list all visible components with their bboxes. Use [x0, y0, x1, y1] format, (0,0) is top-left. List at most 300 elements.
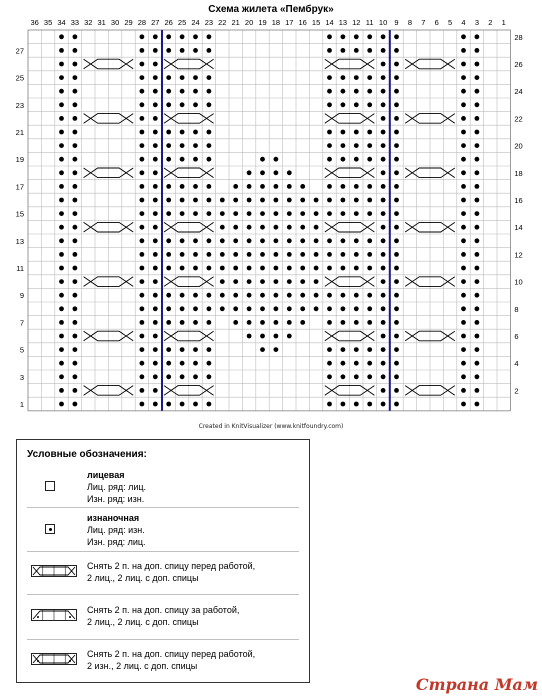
purl-dot [287, 306, 292, 311]
purl-dot [166, 102, 171, 107]
purl-dot [394, 102, 399, 107]
legend-separator [27, 551, 299, 552]
purl-dot [367, 211, 372, 216]
purl-dot [207, 211, 212, 216]
purl-dot [341, 102, 346, 107]
purl-dot [153, 116, 158, 121]
purl-dot [341, 130, 346, 135]
purl-dot [367, 266, 372, 271]
purl-dot [140, 293, 145, 298]
purl-dot [247, 266, 252, 271]
column-number: 9 [394, 18, 399, 27]
purl-dot [367, 320, 372, 325]
purl-dot [166, 361, 171, 366]
purl-dot [381, 170, 386, 175]
purl-dot [354, 89, 359, 94]
purl-dot [354, 130, 359, 135]
purl-dot [394, 361, 399, 366]
purl-dot [354, 75, 359, 80]
purl-dot [475, 334, 480, 339]
purl-dot [327, 143, 332, 148]
purl-dot [394, 184, 399, 189]
purl-dot [193, 157, 198, 162]
purl-dot [274, 211, 279, 216]
purl-dot [140, 75, 145, 80]
purl-dot [233, 279, 238, 284]
legend-heading: Условные обозначения: [27, 449, 147, 460]
purl-dot [327, 306, 332, 311]
cable-back-line-2: 2 лиц., 2 лиц. с доп. спицы [87, 617, 199, 627]
purl-dot [59, 34, 64, 39]
purl-dot [341, 402, 346, 407]
row-number-left: 19 [15, 155, 24, 165]
purl-dot [287, 184, 292, 189]
purl-dot [287, 198, 292, 203]
purl-dot [287, 320, 292, 325]
purl-dot [381, 62, 386, 67]
purl-dot [341, 320, 346, 325]
legend-separator [27, 507, 299, 508]
purl-dot [153, 361, 158, 366]
purl-dot [475, 306, 480, 311]
purl-dot [354, 211, 359, 216]
purl-dot [381, 157, 386, 162]
purl-dot [314, 306, 319, 311]
purl-dot [140, 347, 145, 352]
purl-dot [73, 347, 78, 352]
purl-dot [153, 198, 158, 203]
purl-dot [180, 306, 185, 311]
knit-line-2: Изн. ряд: изн. [87, 494, 145, 504]
purl-dot [140, 402, 145, 407]
cable-purl-icon [31, 653, 77, 665]
purl-dot [394, 293, 399, 298]
purl-dot [207, 347, 212, 352]
purl-dot [207, 75, 212, 80]
purl-dot [220, 252, 225, 257]
purl-dot [394, 143, 399, 148]
purl-dot [461, 388, 466, 393]
purl-dot [381, 402, 386, 407]
cable-purl-line-1: Снять 2 п. на доп. спицу перед работой, [87, 649, 256, 659]
purl-dot [381, 102, 386, 107]
purl-name: изнаночная [87, 513, 140, 523]
row-number-left: 13 [15, 236, 24, 246]
purl-dot [193, 306, 198, 311]
column-number: 10 [378, 18, 388, 27]
purl-dot [354, 347, 359, 352]
purl-dot [73, 306, 78, 311]
purl-dot [287, 170, 292, 175]
purl-dot [354, 102, 359, 107]
purl-dot [475, 34, 480, 39]
purl-dot [475, 184, 480, 189]
purl-dot [354, 238, 359, 243]
purl-dot [314, 225, 319, 230]
purl-dot [367, 361, 372, 366]
purl-dot [394, 306, 399, 311]
purl-dot [166, 143, 171, 148]
purl-dot [153, 62, 158, 67]
purl-dot [193, 347, 198, 352]
purl-dot [247, 238, 252, 243]
purl-dot [166, 89, 171, 94]
row-number-right: 10 [514, 277, 523, 287]
purl-dot [367, 143, 372, 148]
purl-dot [73, 34, 78, 39]
purl-dot [327, 320, 332, 325]
purl-dot [260, 252, 265, 257]
column-number: 11 [365, 18, 374, 27]
row-number-right: 2 [514, 386, 519, 396]
purl-dot [140, 388, 145, 393]
row-number-left: 11 [16, 264, 24, 273]
purl-dot [327, 238, 332, 243]
purl-dot [461, 306, 466, 311]
purl-dot [73, 252, 78, 257]
knit-name: лицевая [87, 470, 125, 480]
row-number-right: 24 [514, 87, 523, 97]
purl-dot [394, 170, 399, 175]
purl-dot [314, 266, 319, 271]
purl-dot [327, 48, 332, 53]
purl-dot [287, 293, 292, 298]
purl-dot [327, 402, 332, 407]
purl-dot [274, 347, 279, 352]
purl-dot [394, 225, 399, 230]
purl-dot [180, 266, 185, 271]
purl-dot [394, 266, 399, 271]
purl-dot [59, 143, 64, 148]
purl-dot [475, 75, 480, 80]
column-number: 31 [97, 18, 106, 27]
purl-dot [394, 116, 399, 121]
purl-dot [193, 34, 198, 39]
purl-dot [59, 48, 64, 53]
purl-dot [73, 293, 78, 298]
purl-dot [394, 334, 399, 339]
purl-dot [381, 184, 386, 189]
purl-dot [341, 347, 346, 352]
column-number: 28 [137, 18, 147, 27]
purl-dot [314, 293, 319, 298]
purl-dot [166, 34, 171, 39]
purl-dot [180, 143, 185, 148]
purl-dot [140, 102, 145, 107]
purl-dot [461, 184, 466, 189]
purl-dot [274, 238, 279, 243]
purl-dot [180, 211, 185, 216]
purl-dot [140, 266, 145, 271]
purl-dot [367, 198, 372, 203]
purl-dot [153, 334, 158, 339]
row-number-left: 17 [15, 182, 24, 192]
purl-dot [327, 198, 332, 203]
purl-dot [193, 75, 198, 80]
purl-dot [367, 238, 372, 243]
purl-dot [475, 62, 480, 67]
purl-dot [475, 402, 480, 407]
credit-line: Created in KnitVisualizer (www.knitfoundry.com) [198, 423, 344, 430]
purl-dot [233, 198, 238, 203]
purl-dot [233, 225, 238, 230]
purl-dot [300, 225, 305, 230]
purl-dot [247, 211, 252, 216]
purl-dot [354, 361, 359, 366]
purl-dot [260, 320, 265, 325]
purl-dot [180, 293, 185, 298]
column-number: 19 [258, 18, 267, 27]
purl-dot [59, 130, 64, 135]
purl-dot [207, 184, 212, 189]
purl-dot [381, 89, 386, 94]
purl-dot [260, 198, 265, 203]
purl-dot [73, 130, 78, 135]
purl-dot [341, 89, 346, 94]
purl-dot [166, 402, 171, 407]
purl-dot [461, 211, 466, 216]
purl-dot [367, 252, 372, 257]
purl-dot [153, 143, 158, 148]
purl-dot [166, 266, 171, 271]
purl-dot [73, 279, 78, 284]
purl-dot [381, 266, 386, 271]
purl-dot [247, 306, 252, 311]
column-number: 14 [325, 18, 334, 27]
purl-dot [381, 347, 386, 352]
purl-dot [59, 388, 64, 393]
purl-dot [314, 198, 319, 203]
cable-back-icon [31, 609, 77, 621]
purl-dot [381, 238, 386, 243]
purl-dot [461, 293, 466, 298]
purl-dot [166, 347, 171, 352]
purl-dot [193, 198, 198, 203]
purl-dot [207, 238, 212, 243]
purl-dot [394, 130, 399, 135]
purl-dot [180, 402, 185, 407]
purl-dot [59, 102, 64, 107]
purl-dot [193, 211, 198, 216]
purl-dot [300, 184, 305, 189]
purl-dot [367, 34, 372, 39]
purl-dot [140, 320, 145, 325]
purl-dot [193, 320, 198, 325]
purl-dot [247, 320, 252, 325]
purl-dot [381, 130, 386, 135]
purl-dot [59, 320, 64, 325]
purl-dot [207, 361, 212, 366]
purl-dot [287, 266, 292, 271]
purl-dot [153, 34, 158, 39]
purl-dot [193, 143, 198, 148]
purl-dot [260, 334, 265, 339]
purl-dot [260, 211, 265, 216]
purl-dot [367, 157, 372, 162]
purl-dot [314, 279, 319, 284]
purl-dot [341, 374, 346, 379]
purl-dot [475, 361, 480, 366]
purl-dot [341, 293, 346, 298]
purl-dot [140, 89, 145, 94]
purl-dot [166, 75, 171, 80]
purl-dot [73, 157, 78, 162]
purl-dot [207, 89, 212, 94]
purl-dot [73, 374, 78, 379]
purl-dot [461, 238, 466, 243]
purl-dot [140, 252, 145, 257]
purl-dot [274, 279, 279, 284]
purl-dot [381, 252, 386, 257]
purl-dot [73, 184, 78, 189]
column-number: 26 [164, 18, 173, 27]
purl-dot [73, 102, 78, 107]
purl-dot [59, 402, 64, 407]
purl-dot [153, 306, 158, 311]
purl-dot [327, 211, 332, 216]
purl-dot [73, 211, 78, 216]
purl-dot [354, 266, 359, 271]
purl-dot [193, 402, 198, 407]
purl-dot [207, 306, 212, 311]
purl-dot [207, 198, 212, 203]
purl-dot [73, 361, 78, 366]
purl-dot [341, 34, 346, 39]
purl-dot [193, 361, 198, 366]
row-number-right: 4 [514, 359, 519, 369]
purl-dot [274, 170, 279, 175]
purl-dot [327, 361, 332, 366]
purl-dot [327, 374, 332, 379]
purl-dot [247, 170, 252, 175]
purl-dot [394, 320, 399, 325]
row-number-right: 8 [514, 304, 519, 314]
purl-dot [300, 211, 305, 216]
purl-dot [166, 238, 171, 243]
purl-dot [274, 184, 279, 189]
purl-dot [207, 48, 212, 53]
knit-symbol-icon [45, 481, 55, 491]
purl-dot [233, 306, 238, 311]
purl-dot [475, 225, 480, 230]
purl-dot [381, 34, 386, 39]
purl-dot [140, 48, 145, 53]
purl-dot [381, 198, 386, 203]
row-number-left: 3 [19, 372, 24, 382]
purl-dot [73, 320, 78, 325]
purl-dot [59, 361, 64, 366]
purl-dot [207, 266, 212, 271]
purl-dot [354, 320, 359, 325]
purl-dot [140, 361, 145, 366]
purl-dot [300, 198, 305, 203]
column-number: 36 [30, 18, 39, 27]
purl-dot [367, 374, 372, 379]
purl-dot [59, 211, 64, 216]
purl-dot [461, 157, 466, 162]
purl-dot [140, 334, 145, 339]
purl-dot [207, 34, 212, 39]
purl-dot [327, 184, 332, 189]
purl-dot [207, 130, 212, 135]
purl-dot [381, 334, 386, 339]
purl-dot [247, 225, 252, 230]
purl-dot [341, 238, 346, 243]
purl-dot [233, 266, 238, 271]
purl-dot [260, 347, 265, 352]
purl-dot [73, 143, 78, 148]
column-number: 30 [110, 18, 120, 27]
purl-dot [73, 170, 78, 175]
row-number-right: 12 [514, 250, 523, 260]
column-number: 23 [204, 18, 214, 27]
purl-dot [475, 143, 480, 148]
purl-dot [475, 170, 480, 175]
purl-dot [300, 306, 305, 311]
row-number-left: 1 [19, 400, 24, 409]
purl-dot [140, 374, 145, 379]
purl-dot [140, 170, 145, 175]
purl-dot [341, 157, 346, 162]
purl-dot [461, 102, 466, 107]
purl-dot [140, 279, 145, 284]
purl-dot [153, 211, 158, 216]
purl-dot [354, 252, 359, 257]
purl-dot [381, 374, 386, 379]
purl-dot [59, 157, 64, 162]
purl-dot [153, 402, 158, 407]
purl-dot [475, 198, 480, 203]
purl-dot [59, 184, 64, 189]
chart-title: Схема жилета «Пембрук» [208, 4, 334, 15]
purl-dot [220, 225, 225, 230]
cable-front-line-1: Снять 2 п. на доп. спицу перед работой, [87, 561, 256, 571]
column-number: 29 [124, 18, 133, 27]
purl-dot [475, 157, 480, 162]
purl-dot [140, 116, 145, 121]
purl-dot [381, 116, 386, 121]
purl-dot [73, 198, 78, 203]
purl-dot [166, 320, 171, 325]
purl-dot [354, 157, 359, 162]
purl-dot [475, 388, 480, 393]
row-number-left: 27 [15, 46, 24, 56]
purl-dot [193, 48, 198, 53]
purl-dot [327, 34, 332, 39]
purl-dot [394, 62, 399, 67]
purl-dot [59, 306, 64, 311]
purl-dot [73, 334, 78, 339]
purl-dot [73, 116, 78, 121]
purl-dot [287, 252, 292, 257]
purl-dot [381, 388, 386, 393]
purl-dot [461, 402, 466, 407]
purl-dot [260, 266, 265, 271]
purl-dot [381, 48, 386, 53]
purl-dot [394, 252, 399, 257]
purl-dot [180, 157, 185, 162]
row-number-right: 28 [514, 32, 523, 42]
purl-dot [260, 279, 265, 284]
purl-dot [300, 279, 305, 284]
purl-dot [166, 130, 171, 135]
purl-dot [59, 89, 64, 94]
purl-dot [461, 89, 466, 94]
row-number-left: 15 [15, 209, 24, 219]
purl-dot [180, 184, 185, 189]
row-number-right: 14 [514, 223, 523, 233]
purl-dot [300, 266, 305, 271]
